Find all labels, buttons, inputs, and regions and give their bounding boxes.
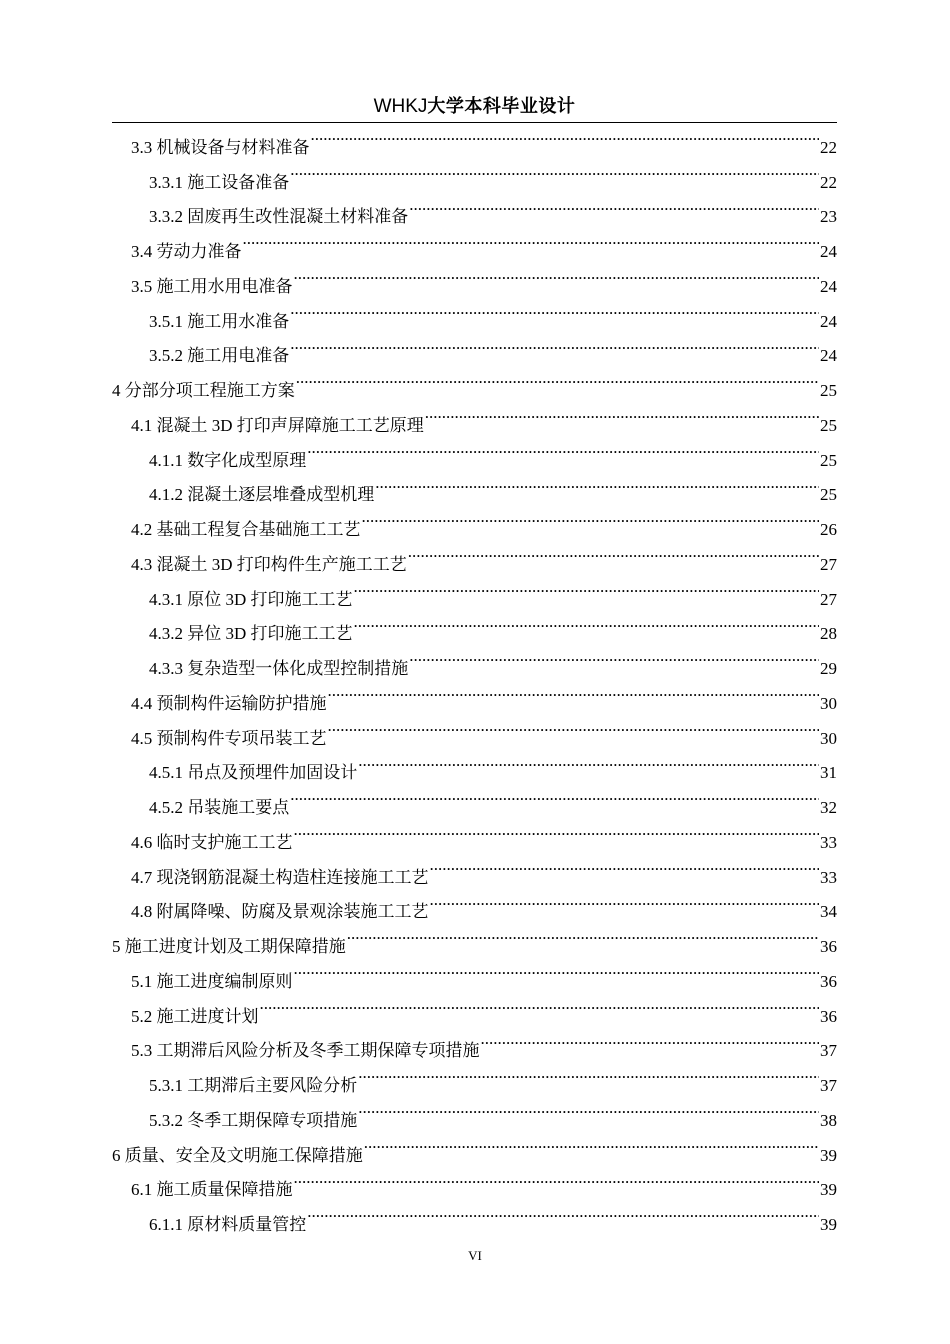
toc-dot-leader xyxy=(294,813,820,848)
toc-entry-label: 4 分部分项工程施工方案 xyxy=(112,381,295,400)
toc-entry-page: 31 xyxy=(820,763,837,783)
toc-dot-leader xyxy=(358,1091,819,1126)
toc-entry-page: 25 xyxy=(820,415,837,435)
toc-entry-label: 4.1.1 数字化成型原理 xyxy=(149,450,307,470)
table-of-contents xyxy=(112,118,837,1234)
toc-entry-page: 28 xyxy=(820,624,837,644)
toc-entry-page: 25 xyxy=(820,450,837,470)
toc-entry-page: 24 xyxy=(820,311,837,331)
toc-entry-page: 24 xyxy=(820,276,837,296)
toc-dot-leader xyxy=(347,917,819,952)
toc-entry-page: 37 xyxy=(820,1041,837,1061)
toc-entry-page: 36 xyxy=(820,971,837,991)
toc-entry-page: 37 xyxy=(820,1076,837,1095)
toc-entry-label: 4.5 预制构件专项吊装工艺 xyxy=(131,728,327,748)
toc-dot-leader xyxy=(294,1161,820,1196)
toc-entry-page: 25 xyxy=(820,381,837,400)
toc-entry-label: 4.3 混凝土 3D 打印构件生产施工工艺 xyxy=(131,554,407,574)
toc-dot-leader xyxy=(364,1126,819,1161)
toc-dot-leader xyxy=(290,153,819,188)
toc-entry-label: 5 施工进度计划及工期保障措施 xyxy=(112,937,346,956)
toc-entry-label: 4.1 混凝土 3D 打印声屏障施工工艺原理 xyxy=(131,415,424,435)
toc-entry-label: 4.5.1 吊点及预埋件加固设计 xyxy=(149,763,358,783)
toc-entry-label: 4.3.1 原位 3D 打印施工工艺 xyxy=(149,589,353,609)
toc-dot-leader xyxy=(358,1056,819,1091)
toc-entry-label: 4.3.3 复杂造型一体化成型控制措施 xyxy=(149,659,409,678)
toc-entry-label: 3.4 劳动力准备 xyxy=(131,242,242,261)
toc-entry-label: 4.2 基础工程复合基础施工工艺 xyxy=(131,520,361,539)
page-number: VI xyxy=(468,1248,482,1263)
toc-entry-label: 4.6 临时支护施工工艺 xyxy=(131,832,293,852)
toc-dot-leader xyxy=(354,570,819,605)
toc-entry-page: 36 xyxy=(820,937,837,956)
toc-entry-page: 22 xyxy=(820,172,837,192)
toc-entry-page: 39 xyxy=(820,1180,837,1200)
toc-entry-label: 5.3 工期滞后风险分析及冬季工期保障专项措施 xyxy=(131,1041,480,1061)
toc-entry-label: 4.4 预制构件运输防护措施 xyxy=(131,693,327,713)
toc-dot-leader xyxy=(307,1195,819,1230)
toc-dot-leader xyxy=(328,674,820,709)
toc-dot-leader xyxy=(290,292,819,327)
toc-entry-label: 4.3.2 异位 3D 打印施工工艺 xyxy=(149,624,353,644)
toc-entry-page: 32 xyxy=(820,798,837,817)
toc-dot-leader xyxy=(358,744,819,779)
toc-entry-page: 29 xyxy=(820,659,837,678)
toc-entry-page: 24 xyxy=(820,346,837,366)
toc-entry-page: 33 xyxy=(820,832,837,852)
toc-dot-leader xyxy=(409,188,819,223)
toc-dot-leader xyxy=(409,639,819,674)
toc-entry-label: 5.3.1 工期滞后主要风险分析 xyxy=(149,1076,358,1095)
toc-dot-leader xyxy=(481,1022,820,1057)
toc-entry-label: 3.5.2 施工用电准备 xyxy=(149,346,290,366)
toc-entry-page: 22 xyxy=(820,137,837,157)
toc-entry-label: 6 质量、安全及文明施工保障措施 xyxy=(112,1145,363,1165)
toc-entry-page: 38 xyxy=(820,1110,837,1130)
toc-dot-leader xyxy=(290,778,819,813)
toc-dot-leader xyxy=(425,396,819,431)
toc-dot-leader xyxy=(294,952,820,987)
toc-entry-label: 4.1.2 混凝土逐层堆叠成型机理 xyxy=(149,485,375,505)
toc-entry-page: 39 xyxy=(820,1215,837,1234)
toc-dot-leader xyxy=(290,327,819,362)
toc-entry-page: 39 xyxy=(820,1145,837,1165)
toc-dot-leader xyxy=(375,466,819,501)
toc-dot-leader xyxy=(307,431,819,466)
toc-entry-label: 4.5.2 吊装施工要点 xyxy=(149,798,290,817)
toc-dot-leader xyxy=(243,222,820,257)
toc-dot-leader xyxy=(362,500,820,535)
toc-entry-page: 27 xyxy=(820,554,837,574)
toc-entry-label: 3.5.1 施工用水准备 xyxy=(149,311,290,331)
toc-entry-page: 36 xyxy=(820,1006,837,1026)
toc-dot-leader xyxy=(328,709,820,744)
toc-dot-leader xyxy=(430,848,820,883)
toc-dot-leader xyxy=(430,883,820,918)
toc-entry-page: 33 xyxy=(820,867,837,887)
toc-entry-page: 24 xyxy=(820,242,837,261)
toc-entry[interactable] xyxy=(112,118,837,157)
toc-dot-leader xyxy=(296,361,819,396)
toc-entry-label: 3.3.2 固废再生改性混凝土材料准备 xyxy=(149,207,409,227)
toc-entry-label: 5.3.2 冬季工期保障专项措施 xyxy=(149,1110,358,1130)
toc-entry-page: 27 xyxy=(820,589,837,609)
toc-dot-leader xyxy=(311,118,820,153)
toc-dot-leader xyxy=(408,535,819,570)
toc-entry-label: 4.7 现浇钢筋混凝土构造柱连接施工工艺 xyxy=(131,867,429,887)
toc-entry-label: 3.3.1 施工设备准备 xyxy=(149,172,290,192)
toc-entry-label: 3.5 施工用水用电准备 xyxy=(131,276,293,296)
toc-entry-page: 30 xyxy=(820,693,837,713)
toc-entry-label: 5.2 施工进度计划 xyxy=(131,1006,259,1026)
toc-entry-page: 23 xyxy=(820,207,837,227)
toc-entry-page: 30 xyxy=(820,728,837,748)
toc-dot-leader xyxy=(354,605,819,640)
header-title: 大学本科毕业设计 xyxy=(427,96,576,117)
toc-entry-label: 6.1 施工质量保障措施 xyxy=(131,1180,293,1200)
toc-entry-page: 25 xyxy=(820,485,837,505)
header-brand: WHKJ xyxy=(373,96,428,117)
toc-entry-label: 4.8 附属降噪、防腐及景观涂装施工工艺 xyxy=(131,902,429,922)
toc-entry-page: 26 xyxy=(820,520,837,539)
toc-entry-page: 34 xyxy=(820,902,837,922)
toc-entry-label: 5.1 施工进度编制原则 xyxy=(131,971,293,991)
toc-dot-leader xyxy=(260,987,820,1022)
toc-dot-leader xyxy=(294,257,820,292)
toc-entry-label: 6.1.1 原材料质量管控 xyxy=(149,1215,307,1234)
toc-entry-label: 3.3 机械设备与材料准备 xyxy=(131,137,310,157)
